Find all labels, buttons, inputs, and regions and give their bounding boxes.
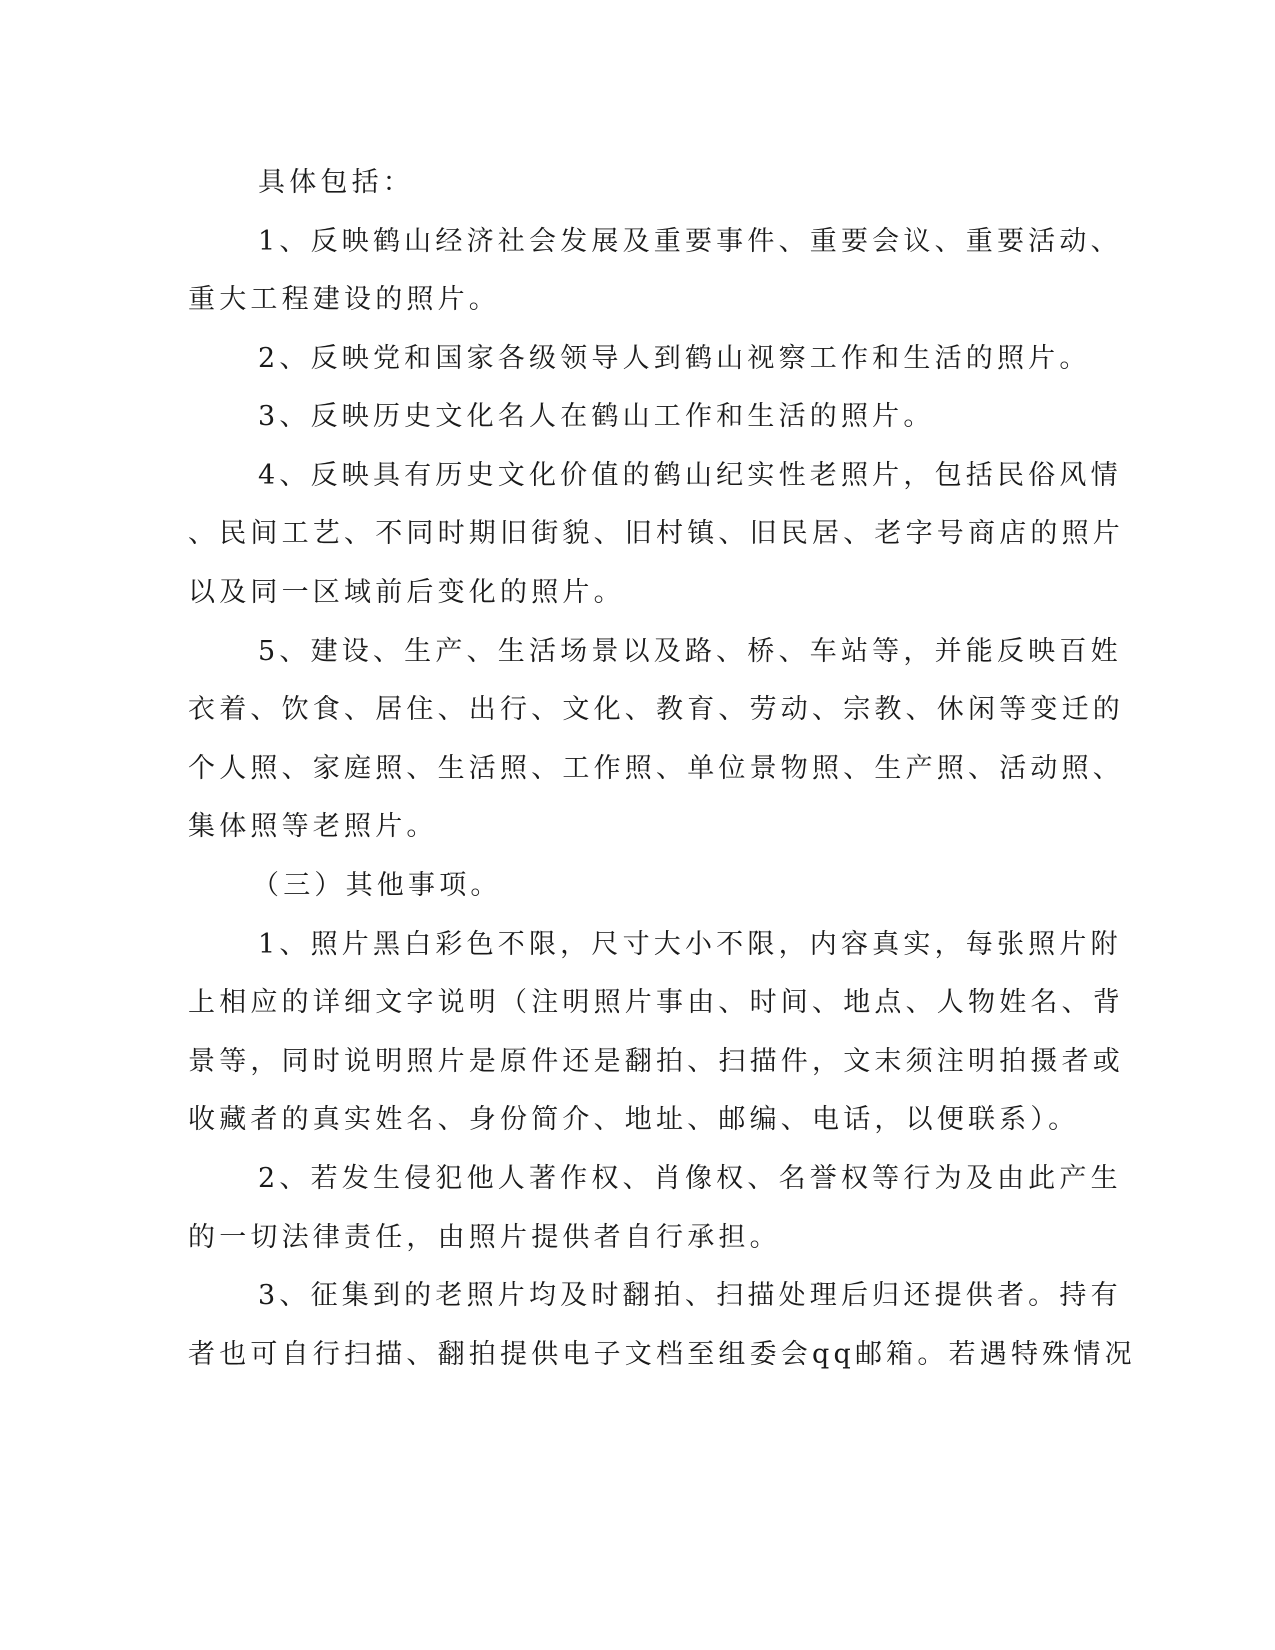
- paragraph-intro: 具体包括：: [258, 167, 414, 198]
- item-4-line-1: 4、反映具有历史文化价值的鹤山纪实性老照片，包括民俗风情: [258, 460, 1122, 491]
- rule-3-line-2: 者也可自行扫描、翻拍提供电子文档至组委会qq邮箱。若遇特殊情况: [188, 1339, 1136, 1370]
- rule-2-line-1: 2、若发生侵犯他人著作权、肖像权、名誉权等行为及由此产生: [258, 1163, 1122, 1194]
- item-5-line-1: 5、建设、生产、生活场景以及路、桥、车站等，并能反映百姓: [258, 636, 1122, 667]
- item-5-line-4: 集体照等老照片。: [188, 811, 438, 842]
- rule-3-line-1: 3、征集到的老照片均及时翻拍、扫描处理后归还提供者。持有: [258, 1280, 1122, 1311]
- rule-1-line-1: 1、照片黑白彩色不限，尺寸大小不限，内容真实，每张照片附: [258, 929, 1122, 960]
- section-heading: （三）其他事项。: [252, 870, 502, 901]
- item-1-line-2: 重大工程建设的照片。: [188, 284, 500, 315]
- item-3-line-1: 3、反映历史文化名人在鹤山工作和生活的照片。: [258, 401, 935, 432]
- item-4-line-3: 以及同一区域前后变化的照片。: [188, 577, 625, 608]
- item-5-line-2: 衣着、饮食、居住、出行、文化、教育、劳动、宗教、休闲等变迁的: [188, 694, 1124, 725]
- rule-1-line-3: 景等，同时说明照片是原件还是翻拍、扫描件，文末须注明拍摄者或: [188, 1046, 1124, 1077]
- item-1-line-1: 1、反映鹤山经济社会发展及重要事件、重要会议、重要活动、: [258, 226, 1122, 257]
- item-4-line-2: 、民间工艺、不同时期旧街貌、旧村镇、旧民居、老字号商店的照片: [188, 518, 1124, 549]
- rule-1-line-2: 上相应的详细文字说明（注明照片事由、时间、地点、人物姓名、背: [188, 987, 1124, 1018]
- rule-2-line-2: 的一切法律责任，由照片提供者自行承担。: [188, 1222, 781, 1253]
- rule-1-line-4: 收藏者的真实姓名、身份简介、地址、邮编、电话，以便联系）。: [188, 1104, 1080, 1135]
- item-2-line-1: 2、反映党和国家各级领导人到鹤山视察工作和生活的照片。: [258, 343, 1091, 374]
- item-5-line-3: 个人照、家庭照、生活照、工作照、单位景物照、生产照、活动照、: [188, 753, 1124, 784]
